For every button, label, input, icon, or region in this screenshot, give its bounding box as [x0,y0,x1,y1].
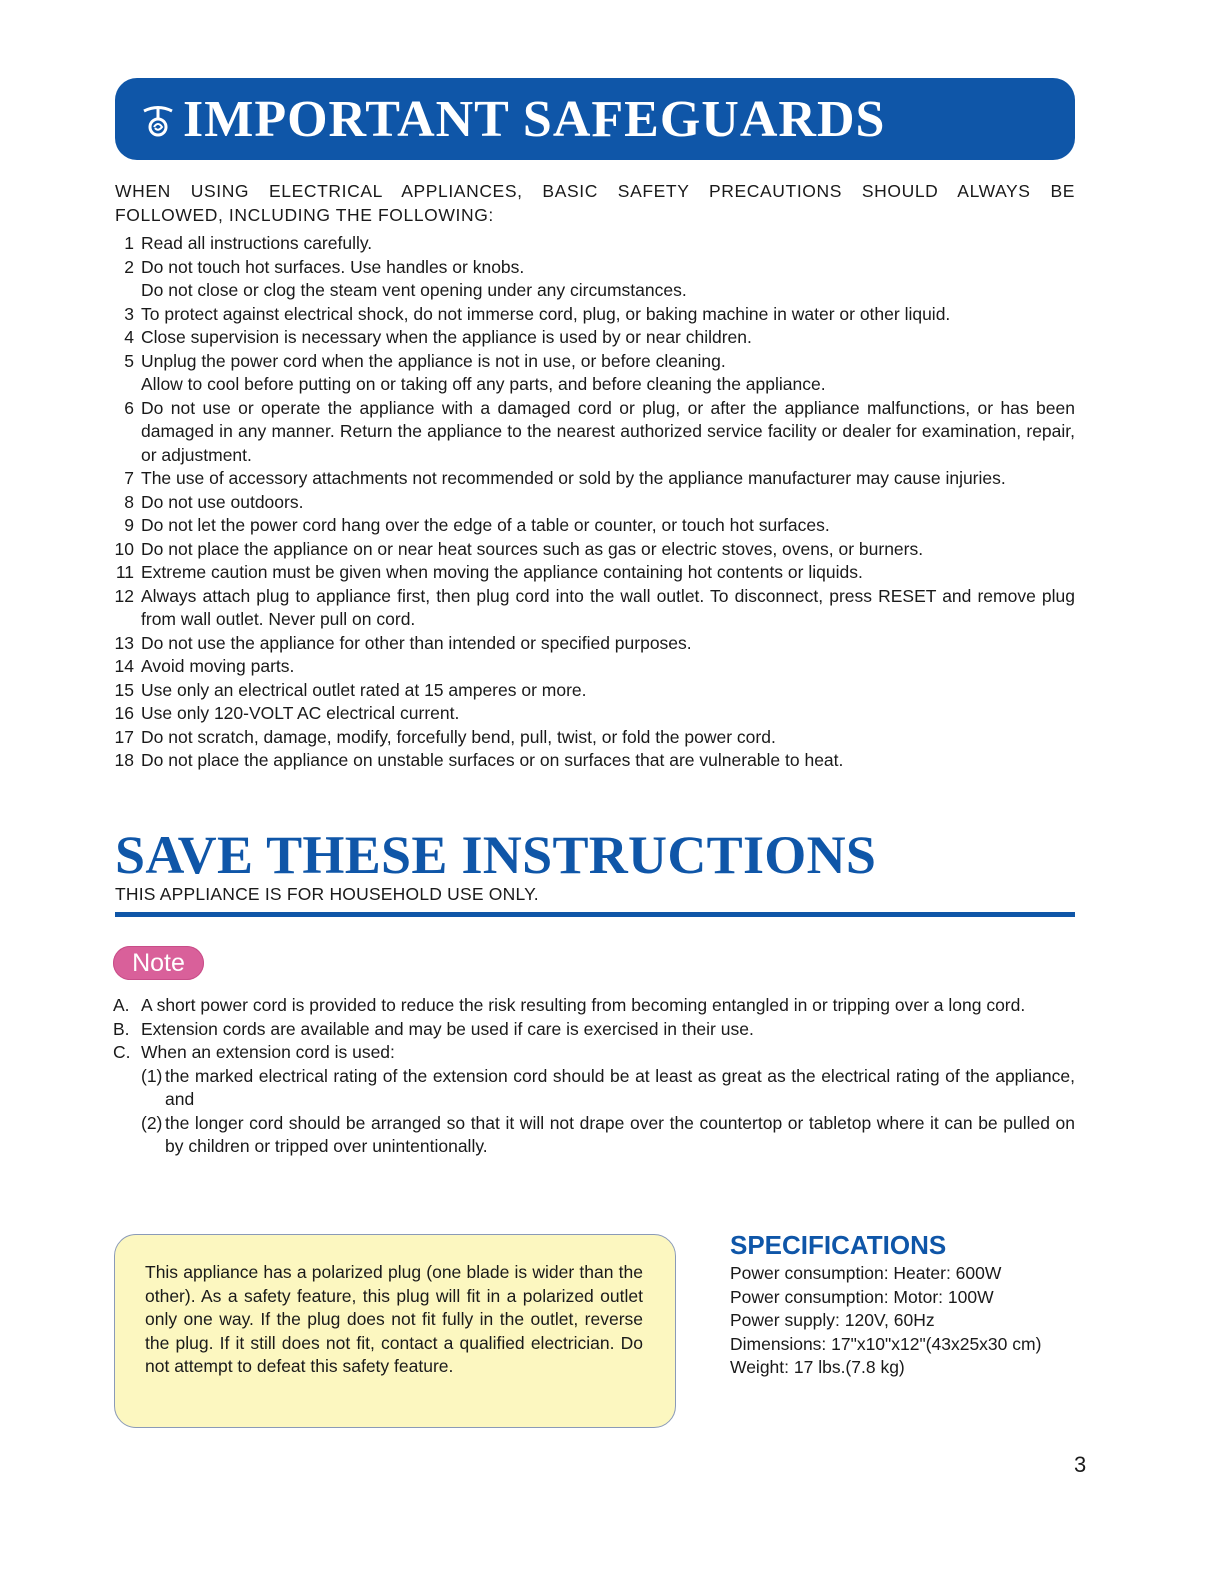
safeguard-item [100,350,1075,397]
safeguard-number: 4 [124,327,134,347]
safeguard-text [141,702,1075,726]
safeguard-item [100,538,1075,562]
safeguard-text [141,561,1075,585]
safeguard-text [141,467,1075,491]
safeguard-number: 13 [114,632,134,653]
safeguard-number: 10 [114,538,134,559]
safeguard-number: 16 [114,703,134,723]
safeguard-number: 14 [114,656,134,676]
safeguard-item [100,702,1075,726]
safeguard-text [141,397,1075,468]
safeguard-text [141,749,1075,773]
intro-text [115,180,1075,227]
safeguard-text [141,538,1075,562]
safeguard-item [100,655,1075,679]
safeguard-text [141,303,1075,327]
polarized-plug-box [114,1234,676,1428]
safeguard-line: Do not scratch, damage, modify, forcefully bend, pull, twist, or fold the power cord. [141,726,776,747]
note-letter: A. [113,995,130,1015]
safeguard-item [100,491,1075,515]
safeguard-text [141,726,1075,750]
safeguard-number: 15 [114,679,134,700]
safeguard-line: Do not place the appliance on or near heat sources such as gas or electric stoves, ovens, or burners. [141,538,924,559]
safeguard-line: The use of accessory attachments not recommended or sold by the appliance manufacturer may cause injuries. [141,468,1006,488]
save-instructions-title: SAVE THESE INSTRUCTIONS [115,825,877,885]
section-divider [115,912,1075,917]
intro-line-1: WHEN USING ELECTRICAL APPLIANCES, BASIC SAFETY PRECAUTIONS SHOULD ALWAYS BE [115,181,1075,201]
safeguard-item [100,256,1075,303]
note-item [113,994,1075,1018]
safeguard-item [100,585,1075,632]
safeguard-text [141,632,1075,656]
safeguard-line: Do not close or clog the steam vent opening under any circumstances. [141,280,687,300]
page-number: 3 [1074,1452,1087,1477]
safeguard-text [141,491,1075,515]
hanger-logo-icon [141,105,175,139]
safeguard-text [141,256,1075,303]
page-title: IMPORTANT SAFEGUARDS [183,90,886,148]
spec-item: Power consumption: Motor: 100W [730,1286,994,1307]
note-letter: C. [113,1042,131,1062]
safeguard-text [141,514,1075,538]
note-body [141,1041,1075,1159]
note-letter: B. [113,1018,130,1039]
safeguard-text [141,679,1075,703]
safeguard-item [100,749,1075,773]
safeguard-line: Extreme caution must be given when moving the appliance containing hot contents or liquids. [141,562,863,582]
note-body [141,994,1075,1018]
safeguard-line: Do not use the appliance for other than intended or specified purposes. [141,632,692,653]
safeguard-item [100,514,1075,538]
note-item [113,1041,1075,1159]
safeguard-number: 17 [114,726,134,747]
safeguard-number: 18 [114,750,134,770]
safeguard-number: 3 [124,303,134,324]
household-use-notice: THIS APPLIANCE IS FOR HOUSEHOLD USE ONLY. [115,884,539,904]
safeguard-line: Close supervision is necessary when the appliance is used by or near children. [141,327,752,347]
note-item [113,1018,1075,1042]
safeguard-item [100,232,1075,256]
safeguard-item [100,679,1075,703]
safeguard-line: Allow to cool before putting on or taking off any parts, and before cleaning the appliance. [141,374,826,394]
safeguard-text [141,585,1075,632]
polarized-plug-text: This appliance has a polarized plug (one blade is wider than the other). As a safety feature, this plug will fit in a polarized outlet only one way. If the plug does not fit fully in the outlet, reverse the plug. If it still does not fit, contact a qualified electrician. Do not attempt to defeat this safety feature. [145,1262,643,1376]
safeguard-number: 7 [124,468,134,488]
specifications-title: SPECIFICATIONS [730,1230,947,1260]
safeguard-line: Unplug the power cord when the appliance is not in use, or before cleaning. [141,350,726,371]
safeguard-item [100,397,1075,468]
specifications-list [730,1262,1041,1380]
spec-item: Power consumption: Heater: 600W [730,1263,1002,1283]
safeguard-line: Do not use outdoors. [141,491,304,512]
safeguard-item [100,561,1075,585]
header-banner [115,78,1075,160]
note-text: When an extension cord is used: [141,1042,395,1062]
safeguard-text [141,326,1075,350]
spec-item: Power supply: 120V, 60Hz [730,1310,935,1330]
safeguard-item [100,632,1075,656]
safeguard-item [100,303,1075,327]
safeguard-list [100,232,1075,773]
safeguard-number: 11 [115,562,134,582]
note-badge: Note [113,946,204,980]
safeguard-number: 8 [124,491,134,512]
note-text: Extension cords are available and may be used if care is exercised in their use. [141,1018,754,1039]
note-subitem-text: the longer cord should be arranged so that it will not drape over the countertop or tabletop where it can be pulled on by children or tripped over unintentionally. [165,1112,1075,1156]
safeguard-item [100,326,1075,350]
safeguard-number: 1 [124,233,134,253]
note-subitem-label: (1) [141,1065,163,1086]
safeguard-text [141,655,1075,679]
intro-line-2: FOLLOWED, INCLUDING THE FOLLOWING: [115,204,494,225]
safeguard-number: 5 [124,350,134,371]
safeguard-text [141,350,1075,397]
safeguard-number: 12 [114,585,134,606]
safeguard-line: Always attach plug to appliance first, then plug cord into the wall outlet. To disconnect, press RESET and remove plug from wall outlet. Never pull on cord. [141,585,1075,629]
note-body [141,1018,1075,1042]
safeguard-line: To protect against electrical shock, do not immerse cord, plug, or baking machine in water or other liquid. [141,303,951,324]
safeguard-line: Avoid moving parts. [141,656,295,676]
safeguard-line: Use only an electrical outlet rated at 15 amperes or more. [141,679,587,700]
note-subitem-label: (2) [141,1112,163,1133]
safeguard-line: Use only 120-VOLT AC electrical current. [141,703,460,723]
safeguard-text [141,232,1075,256]
spec-item: Dimensions: 17"x10"x12"(43x25x30 cm) [730,1333,1042,1354]
note-subitem-text: the marked electrical rating of the extension cord should be at least as great as the electrical rating of the appliance, and [165,1065,1075,1109]
note-subitem [141,1112,1075,1159]
safeguard-line: Do not place the appliance on unstable surfaces or on surfaces that are vulnerable to heat. [141,750,844,770]
safeguard-item [100,726,1075,750]
spec-item: Weight: 17 lbs.(7.8 kg) [730,1357,905,1377]
note-list [113,994,1075,1159]
safeguard-line: Read all instructions carefully. [141,233,373,253]
safeguard-line: Do not let the power cord hang over the edge of a table or counter, or touch hot surfaces. [141,515,830,535]
safeguard-number: 9 [124,515,134,535]
safeguard-line: Do not use or operate the appliance with a damaged cord or plug, or after the appliance malfunctions, or has been damaged in any manner. Return the appliance to the nearest authorized service facility or dealer for examination, repair, or adjustment. [141,397,1075,465]
safeguard-number: 6 [124,397,134,418]
note-subitem [141,1065,1075,1112]
safeguard-number: 2 [124,256,134,277]
note-text: A short power cord is provided to reduce the risk resulting from becoming entangled in or tripping over a long cord. [141,995,1026,1015]
safeguard-line: Do not touch hot surfaces. Use handles or knobs. [141,256,525,277]
safeguard-item [100,467,1075,491]
